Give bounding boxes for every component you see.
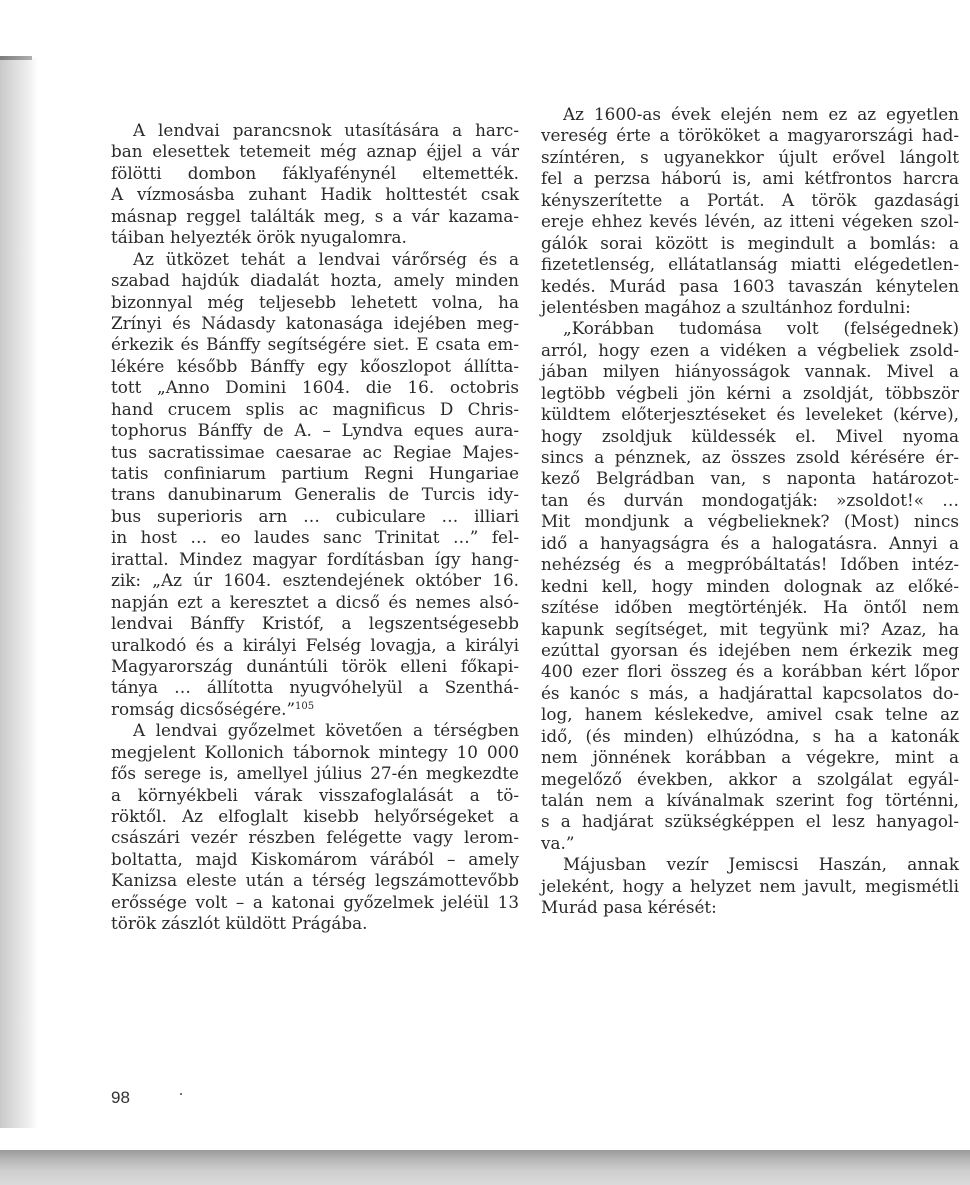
left-text-column (111, 120, 519, 935)
text-line: boltatta, majd Kiskomárom várából – amely (111, 848, 519, 869)
text-line: érkezik és Bánffy segítségére siet. E csata em- (111, 334, 519, 355)
scan-speck (180, 1093, 182, 1095)
text-line: 400 ezer flori összeg és a korábban kért lőpor (541, 661, 959, 682)
text-line: császári vezér részben felégette vagy lerom- (111, 827, 519, 848)
text-line: „Korábban tudomása volt (felségednek) (563, 318, 959, 339)
text-line: zik: „Az úr 1604. esztendejének október 16. (111, 570, 519, 591)
text-line: Az 1600-as évek elején nem ez az egyetlen (563, 104, 959, 124)
page-number: 98 (111, 1088, 130, 1107)
text-line: idő a hanyagságra és a halogatásra. Annyi a (541, 532, 959, 553)
text-line: erőssége volt – a katonai győzelmek jeléül 13 (111, 891, 519, 912)
text-line: megelőző években, akkor a szolgálat egyál- (541, 768, 959, 789)
text-line: Magyarország dunántúli török elleni főkapi- (111, 655, 519, 676)
text-line: tatis confiniarum partium Regni Hungariae (111, 463, 519, 483)
text-line: s a hadjárat szükségképpen el lesz hanyagol- (541, 811, 959, 832)
text-line: fizetetlenség, ellátatlanság miatti elégedetlen- (541, 254, 959, 275)
text-line: fős serege is, amellyel július 27-én megkezdte (111, 763, 519, 784)
text-line: török zászlót küldött Prágába. (111, 913, 368, 934)
text-line: szítése időben megtörténjék. Ha öntől nem (541, 597, 959, 618)
scan-bottom-edge (0, 1150, 970, 1185)
text-line: fel a perzsa háború is, ami kétfrontos harcra (541, 168, 959, 189)
text-line: jában milyen hiányosságok vannak. Mivel a (541, 361, 959, 382)
text-line: vereség érte a törököket a magyarországi had- (541, 125, 959, 146)
text-line: sincs a pénznek, az összes zsold kérésére ér- (541, 447, 959, 467)
text-line: tophorus Bánffy de A. – Lyndva eques aura- (111, 420, 519, 441)
text-line: bus superioris arn … cubiculare … illiari (111, 505, 519, 526)
text-line: jelentésben magához a szultánhoz fordulni: (541, 296, 911, 317)
text-line: gálók sorai között is megindult a bomlás: a (541, 232, 959, 253)
text-line: Májusban vezír Jemiscsi Haszán, annak (563, 854, 959, 875)
text-line: Mit mondjunk a végbelieknek? (Most) nincs (541, 511, 959, 532)
text-line: megjelent Kollonich tábornok mintegy 10 000 (111, 741, 519, 762)
text-line: talán nem a kívánalmak szerint fog történni, (541, 790, 959, 810)
text-line: ereje ehhez kevés lévén, az itteni végeken szol- (541, 211, 959, 232)
text-line: szabad hajdúk diadalát hozta, amely minden (111, 270, 519, 291)
text-line: A lendvai győzelmet követően a térségben (133, 720, 519, 741)
text-line: lékére később Bánffy egy kőoszlopot állítta- (111, 355, 519, 376)
text-line: hand crucem splis ac magnificus D Chris- (111, 398, 519, 419)
text-line: kedni kell, hogy minden dolognak az előké- (541, 575, 959, 596)
right-text-column (541, 104, 959, 919)
text-line: küldtem előterjesztéseket és leveleket (kérve), (541, 404, 959, 425)
text-line: bizonnyal még teljesebb lehetett volna, ha (111, 291, 519, 312)
text-line: log, hanem késlekedve, amivel csak telne az (541, 704, 959, 725)
text-line: in host … eo laudes sanc Trinitat …” fel- (111, 527, 519, 548)
footnote-reference: 105 (295, 700, 315, 712)
text-line: ban elesettek tetemeit még aznap éjjel a vár (111, 141, 519, 162)
text-line: jeleként, hogy a helyzet nem javult, megismétli (541, 875, 959, 896)
text-line: uralkodó és a királyi Felség lovagja, a királyi (111, 634, 519, 655)
text-line: romság dicsőségére.”$^{105}$ (111, 698, 315, 719)
text-line: Zrínyi és Nádasdy katonasága idejében meg- (111, 312, 519, 333)
text-line: A lendvai parancsnok utasítására a harc- (133, 120, 519, 140)
text-line: röktől. Az elfoglalt kisebb helyőrségeket a (111, 806, 519, 826)
text-line: A vízmosásba zuhant Hadik holttestét csak (111, 184, 519, 205)
text-line: kapunk segítséget, mit tegyünk mi? Azaz, ha (541, 618, 959, 639)
text-line: napján ezt a keresztet a dicső és nemes alsó- (111, 591, 519, 612)
text-line: és kanóc s más, a hadjárattal kapcsolatos do- (541, 682, 959, 703)
text-line: tan és durván mondogatják: »zsoldot!« … (541, 489, 959, 510)
text-line: a környékbeli várak visszafoglalását a tö- (111, 784, 519, 805)
text-line: másnap reggel találták meg, s a vár kazama- (111, 205, 519, 226)
text-line: hogy zsoldjuk küldessék el. Mivel nyoma (541, 425, 959, 446)
text-line: táiban helyezték örök nyugalomra. (111, 227, 407, 248)
text-line: nehézség és a megpróbáltatás! Időben intéz- (541, 554, 959, 575)
text-line: Az ütközet tehát a lendvai várőrség és a (133, 248, 519, 269)
text-line: ezúttal gyorsan és idejében nem érkezik meg (541, 639, 959, 660)
text-line: va.” (541, 832, 575, 853)
text-line: Murád pasa kérését: (541, 897, 717, 918)
scan-left-margin-shadow (0, 58, 38, 1128)
text-line: kedés. Murád pasa 1603 tavaszán kénytelen (541, 275, 959, 296)
scan-page-corner (0, 56, 32, 60)
text-line: kényszerítette a Portát. A török gazdasági (541, 189, 959, 210)
text-line: nem jönnének korábban a végekre, mint a (541, 747, 959, 768)
text-line: idő, (és minden) elhúzódna, s ha a katonák (541, 725, 959, 746)
text-line: arról, hogy ezen a vidéken a végbeliek zsold- (541, 339, 959, 360)
text-line: lendvai Bánffy Kristóf, a legszentségesebb (111, 613, 519, 634)
text-line: tott „Anno Domini 1604. die 16. octobris (111, 377, 519, 398)
text-line: fölötti dombon fáklyafénynél eltemették. (111, 162, 519, 183)
text-line: Kanizsa eleste után a térség legszámottevőbb (111, 870, 519, 891)
text-line: irattal. Mindez magyar fordításban így hang- (111, 548, 519, 569)
text-line: legtöbb végbeli jön kérni a zsoldját, többször (541, 382, 959, 403)
text-line: tus sacratissimae caesarae ac Regiae Majes- (111, 441, 519, 462)
text-line: kező Belgrádban van, s naponta határozot- (541, 468, 959, 489)
text-line: trans danubinarum Generalis de Turcis idy- (111, 484, 519, 505)
text-line: színtéren, s ugyanekkor újult erővel lángolt (541, 146, 959, 167)
text-line: tánya … állította nyugvóhelyül a Szenthá- (111, 677, 519, 698)
